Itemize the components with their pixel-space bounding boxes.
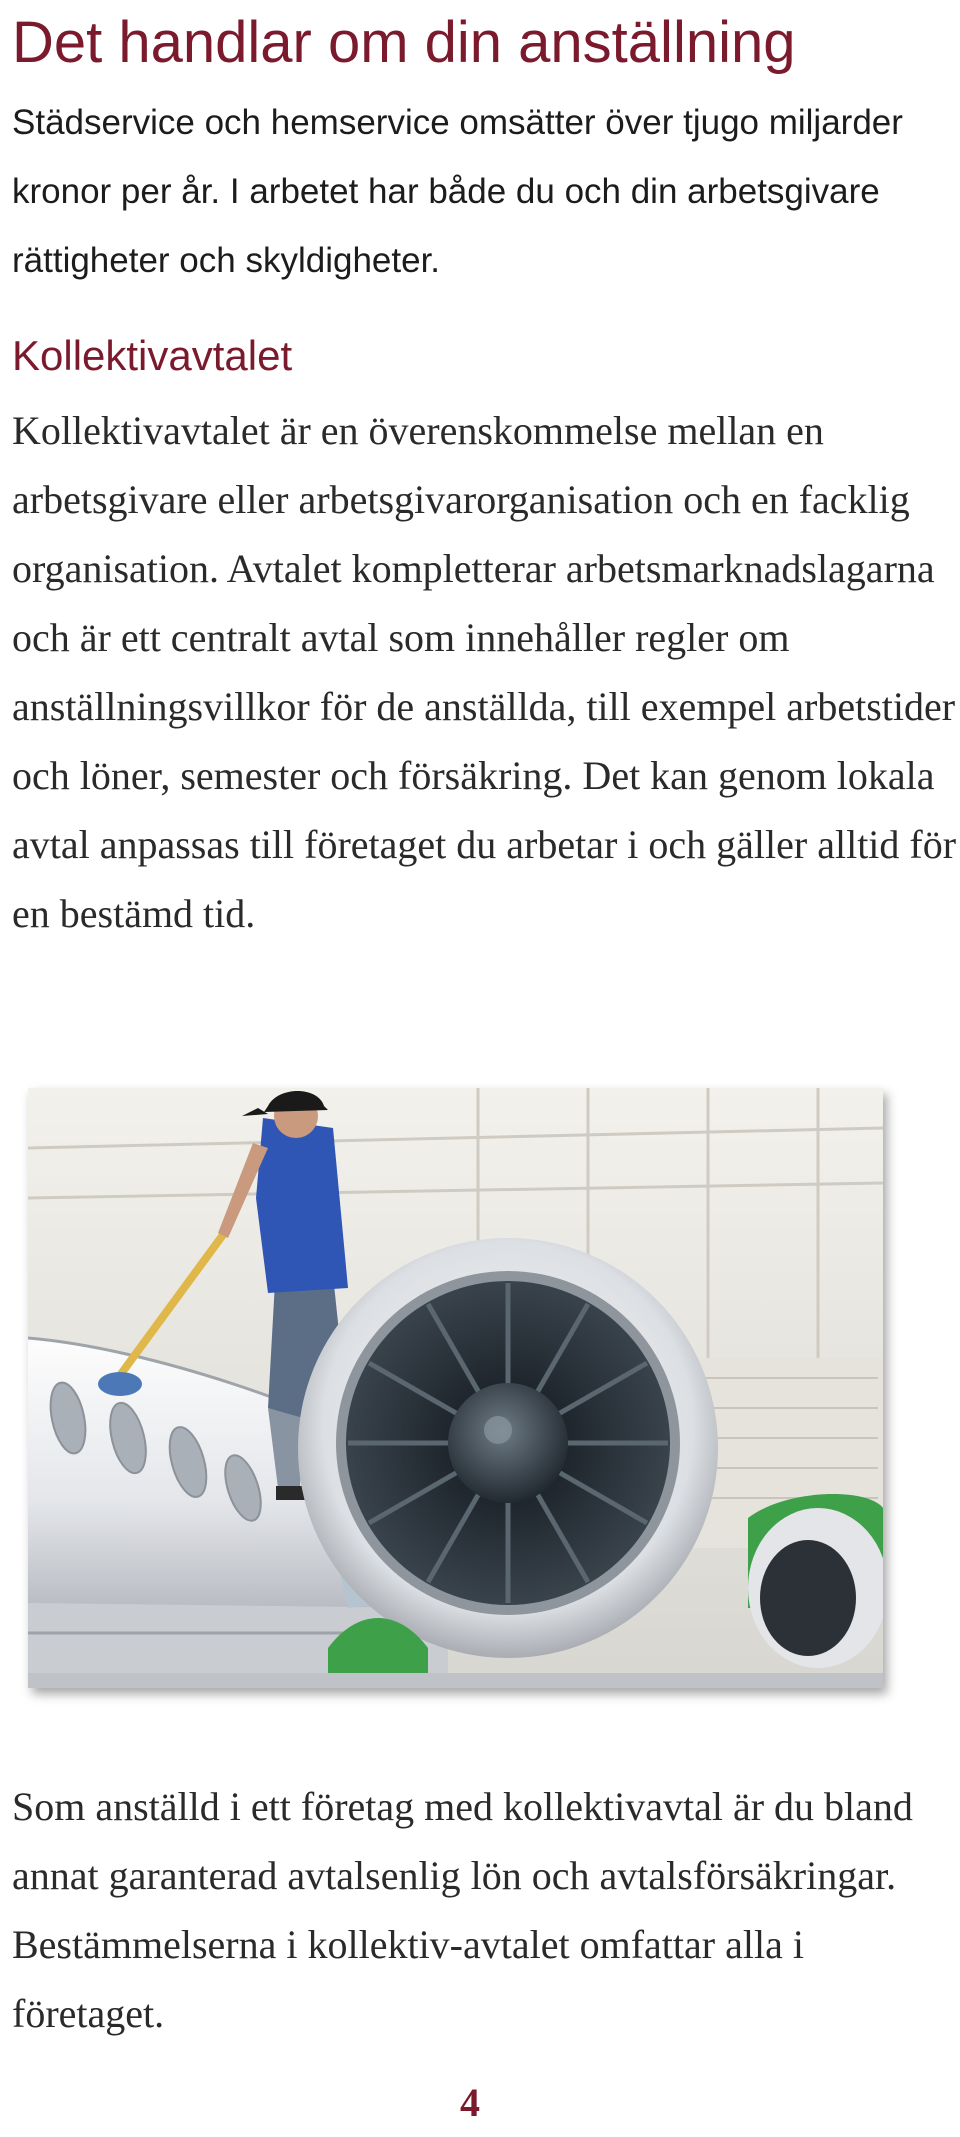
page-title: Det handlar om din anställning: [12, 10, 796, 75]
caption-paragraph: Som anställd i ett företag med kollektivavtal är du bland annat garanterad avtalsenlig lön och avtalsförsäkringar. Bestämmelserna i kollektiv-avtalet omfattar alla i företaget.: [12, 1784, 913, 2036]
page-number: 4: [460, 2080, 480, 2125]
intro-paragraph: Städservice och hemservice omsätter över tjugo miljarder kronor per år. I arbetet har både du och din arbetsgivare rättigheter och skyldigheter.: [12, 103, 903, 280]
section-body: Kollektivavtalet är en överenskommelse mellan en arbetsgivare eller arbetsgivarorganisation och en facklig organisation. Avtalet kompletterar arbetsmarknadslagarna och är ett centralt avtal som innehåller regler om anställningsvillkor för de anställda, till exempel arbetstider och löner, semester och försäkring. Det kan genom lokala avtal anpassas till företaget du arbetar i och gäller alltid för en bestämd tid.: [12, 408, 957, 936]
photo-illustration: [28, 1088, 883, 1688]
section-heading: Kollektivavtalet: [12, 332, 293, 379]
jet-engine-cleaning-photo: [28, 1088, 883, 1688]
